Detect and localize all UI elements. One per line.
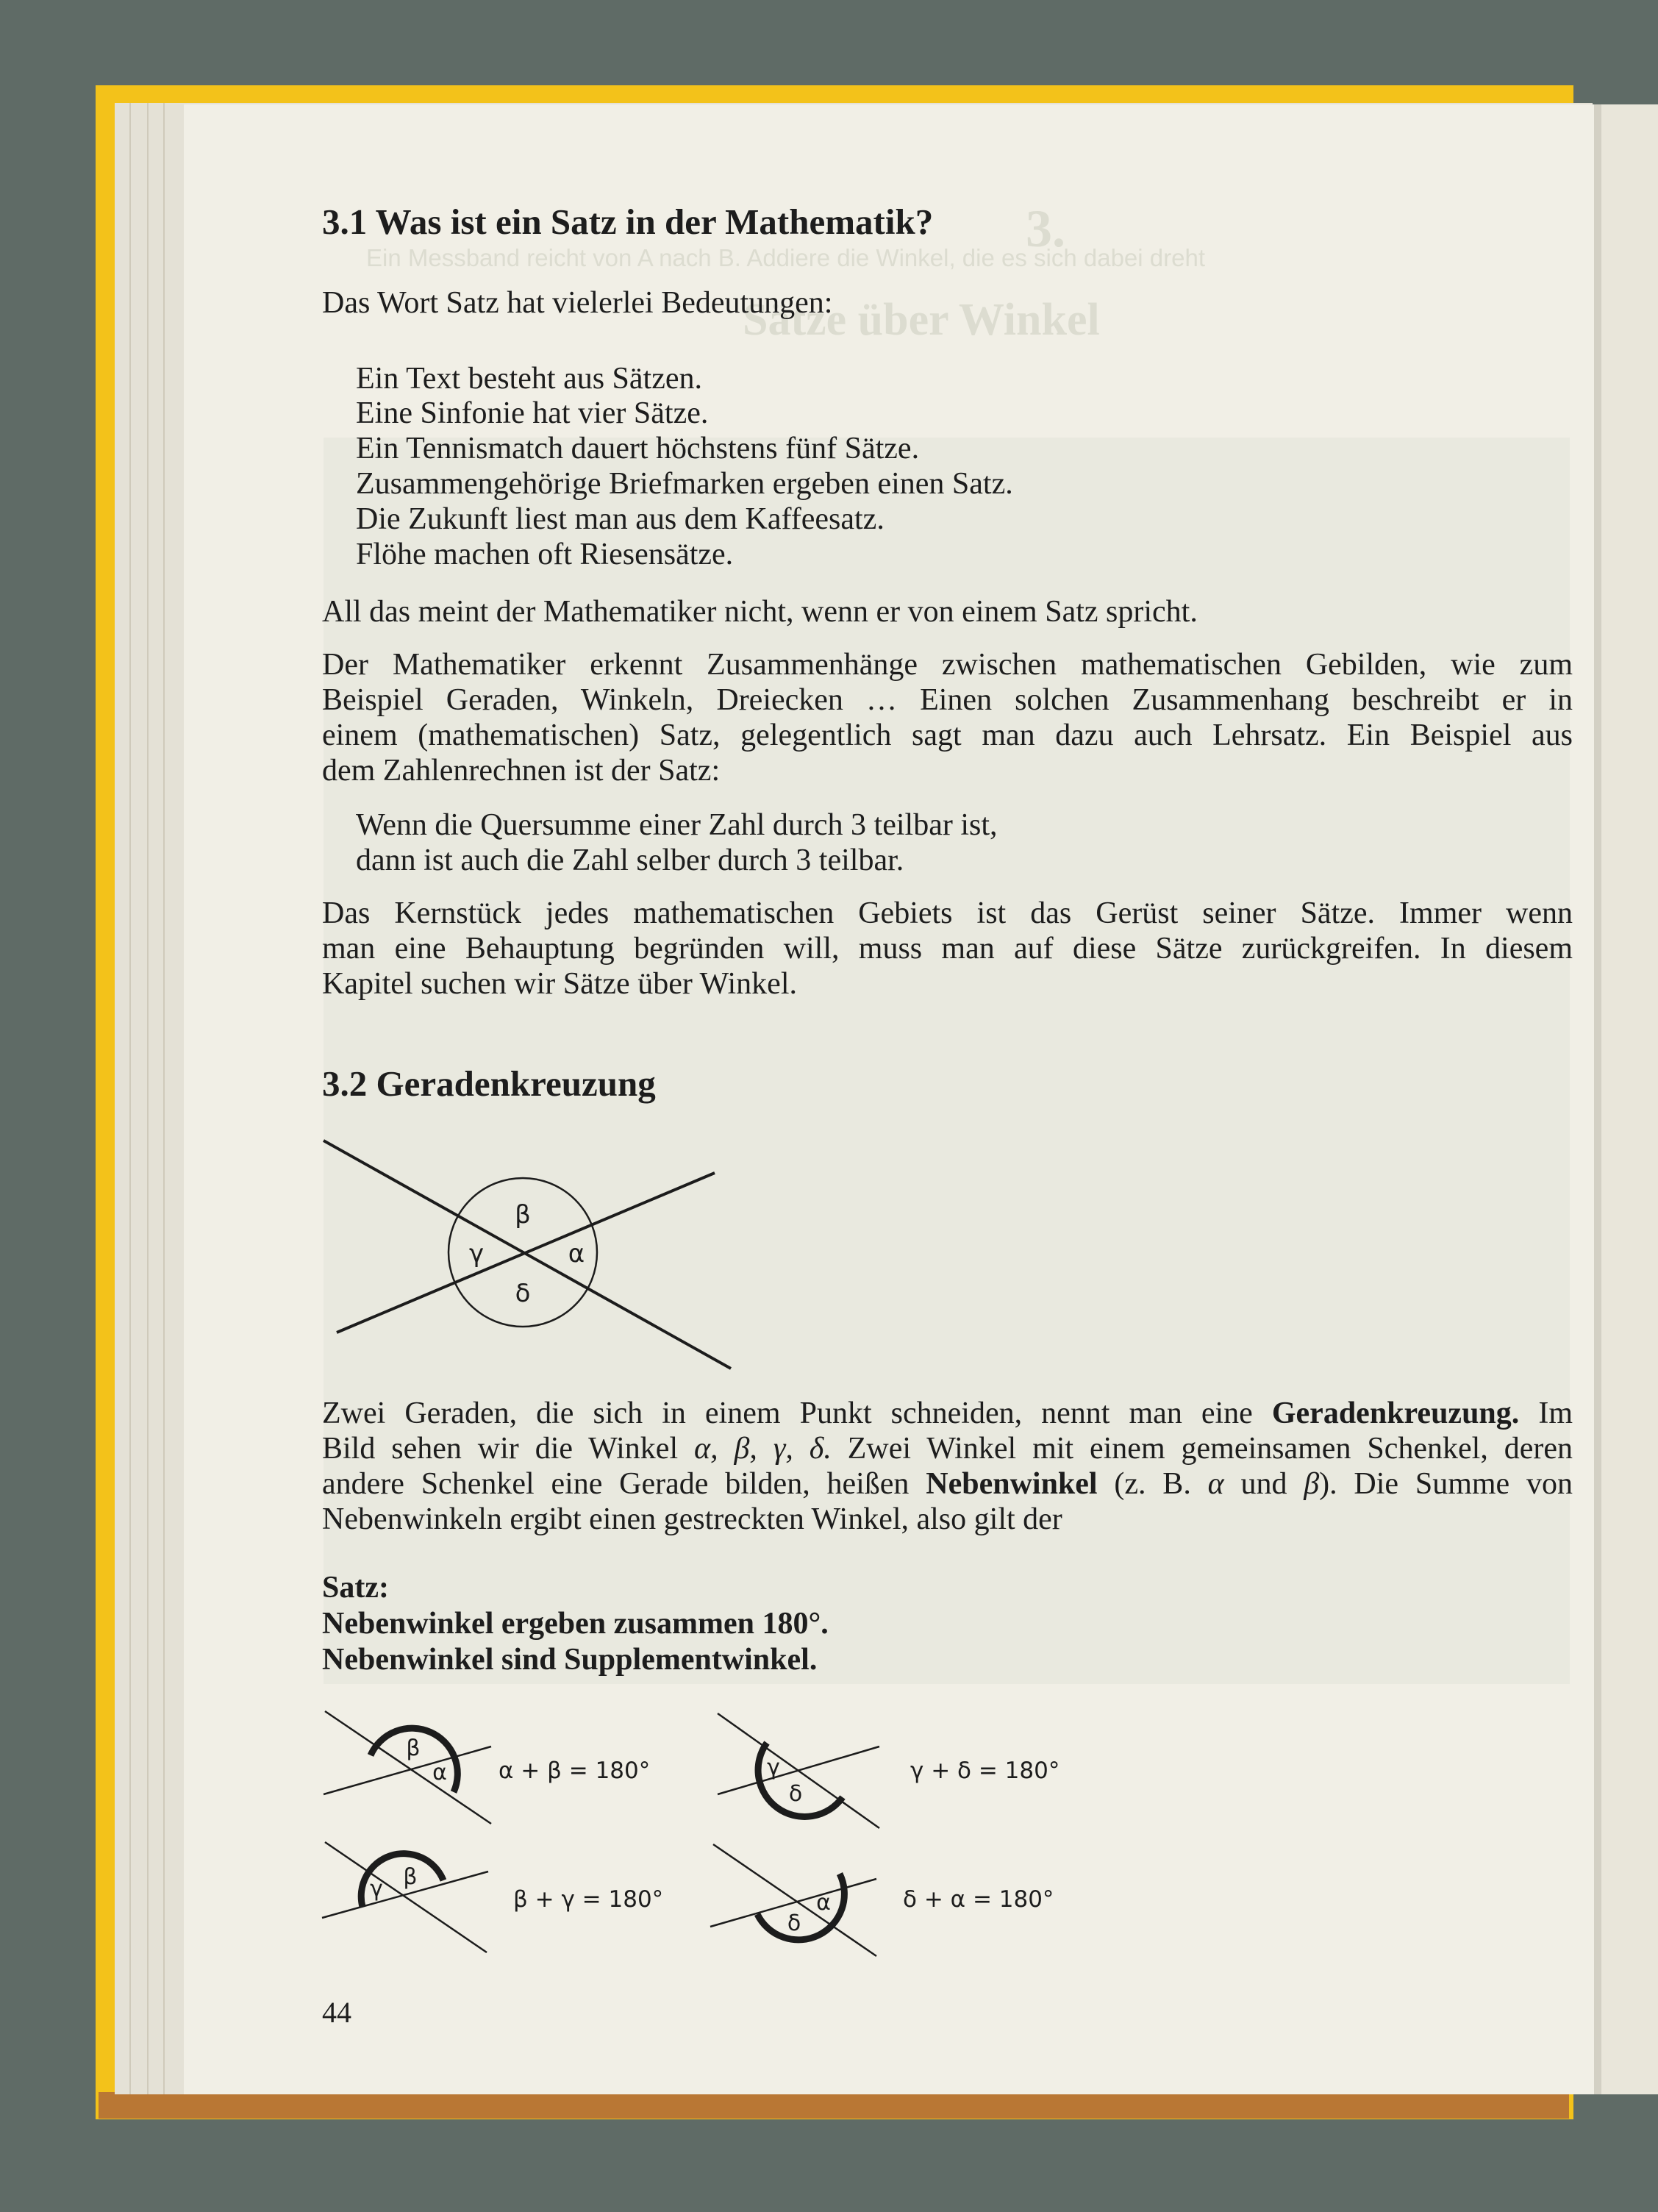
example-line: Eine Sinfonie hat vier Sätze. xyxy=(356,396,709,430)
intro-line: Das Wort Satz hat vielerlei Bedeutungen: xyxy=(322,286,833,320)
example-line: Die Zukunft liest man aus dem Kaffeesatz. xyxy=(356,502,885,536)
angle-names: α, β, γ, δ. xyxy=(694,1432,832,1466)
theorem-line: Nebenwinkel ergeben zusammen 180°. xyxy=(322,1607,829,1641)
paragraph-line: man eine Behauptung begründen will, muss man auf diese Sätze zurückgreifen. In diesem xyxy=(322,932,1573,966)
example-line: Ein Tennismatch dauert höchstens fünf Sätze. xyxy=(356,432,920,465)
paragraph-line: All das meint der Mathematiker nicht, wenn er von einem Satz spricht. xyxy=(322,595,1198,629)
angle-alpha: α xyxy=(1207,1467,1224,1501)
theorem-label: Satz: xyxy=(322,1571,389,1605)
paragraph-line: Nebenwinkeln ergibt einen gestreckten Winkel, also gilt der xyxy=(322,1502,1062,1536)
equation: β + γ = 180° xyxy=(513,1886,664,1913)
theorem-line: Nebenwinkel sind Supplementwinkel. xyxy=(322,1643,818,1677)
text-run: (z. B. xyxy=(1097,1467,1208,1501)
equation: α + β = 180° xyxy=(499,1758,651,1784)
text-run: Zwei Geraden, die sich in einem Punkt schneiden, nennt man eine xyxy=(322,1396,1272,1430)
paragraph-line: Der Mathematiker erkennt Zusammenhänge zwischen mathematischen Gebilden, wie zum xyxy=(322,648,1573,682)
label-alpha: α xyxy=(568,1239,585,1269)
section-heading: 3.2 Geradenkreuzung xyxy=(322,1063,656,1104)
label-delta: δ xyxy=(787,1910,801,1936)
diagram-delta-alpha xyxy=(710,1844,876,1956)
label-beta: β xyxy=(515,1200,531,1230)
paragraph-line: dem Zahlenrechnen ist der Satz: xyxy=(322,754,721,788)
quersumme-line: Wenn die Quersumme einer Zahl durch 3 teilbar ist, xyxy=(356,808,998,842)
text-run: Zwei Winkel mit einem gemeinsamen Schenkel, deren xyxy=(831,1432,1573,1466)
term-geradenkreuzung: Geradenkreuzung. xyxy=(1271,1396,1520,1430)
label-beta: β xyxy=(406,1735,421,1761)
paragraph-line: Kapitel suchen wir Sätze über Winkel. xyxy=(322,967,797,1001)
text-run: ). Die Summe von xyxy=(1319,1467,1573,1501)
quersumme-line: dann ist auch die Zahl selber durch 3 teilbar. xyxy=(356,843,904,877)
paragraph-line: Das Kernstück jedes mathematischen Gebiets ist das Gerüst seiner Sätze. Immer wenn xyxy=(322,896,1573,930)
paragraph-line: Beispiel Geraden, Winkeln, Dreiecken … Einen solchen Zusammenhang beschreibt er in xyxy=(322,683,1573,717)
show-through-number: 3. xyxy=(1026,199,1065,258)
diagram-gamma-delta xyxy=(718,1713,879,1828)
equation: γ + δ = 180° xyxy=(910,1758,1060,1784)
section-heading: 3.1 Was ist ein Satz in der Mathematik? xyxy=(322,201,934,242)
text-run: andere Schenkel eine Gerade bilden, heißen xyxy=(322,1467,926,1501)
text-run: und xyxy=(1223,1467,1304,1501)
example-line: Flöhe machen oft Riesensätze. xyxy=(356,538,734,571)
label-gamma: γ xyxy=(767,1755,780,1780)
label-delta: δ xyxy=(788,1781,803,1807)
diagram-alpha-beta xyxy=(324,1711,491,1824)
label-alpha: α xyxy=(432,1760,447,1785)
label-beta: β xyxy=(403,1864,418,1890)
example-line: Zusammengehörige Briefmarken ergeben einen Satz. xyxy=(356,467,1013,501)
paragraph-line: einem (mathematischen) Satz, gelegentlich sagt man dazu auch Lehrsatz. Ein Beispiel aus xyxy=(322,718,1573,752)
term-nebenwinkel: Nebenwinkel xyxy=(926,1467,1098,1501)
text-run: Bild sehen wir die Winkel xyxy=(322,1432,695,1466)
show-through-title: Sätze über Winkel xyxy=(743,295,1100,345)
label-gamma: γ xyxy=(370,1876,383,1902)
label-delta: δ xyxy=(515,1279,531,1308)
label-gamma: γ xyxy=(468,1239,485,1269)
show-through-line: Ein Messband reicht von A nach B. Addiere die Winkel, die es sich dabei dreht xyxy=(366,244,1205,271)
label-alpha: α xyxy=(816,1890,831,1916)
example-line: Ein Text besteht aus Sätzen. xyxy=(356,362,703,396)
text-run: Im xyxy=(1519,1396,1573,1430)
equation: δ + α = 180° xyxy=(903,1886,1054,1913)
page-number: 44 xyxy=(322,1996,351,2029)
diagram-beta-gamma xyxy=(322,1842,488,1952)
angle-beta: β xyxy=(1304,1467,1320,1501)
